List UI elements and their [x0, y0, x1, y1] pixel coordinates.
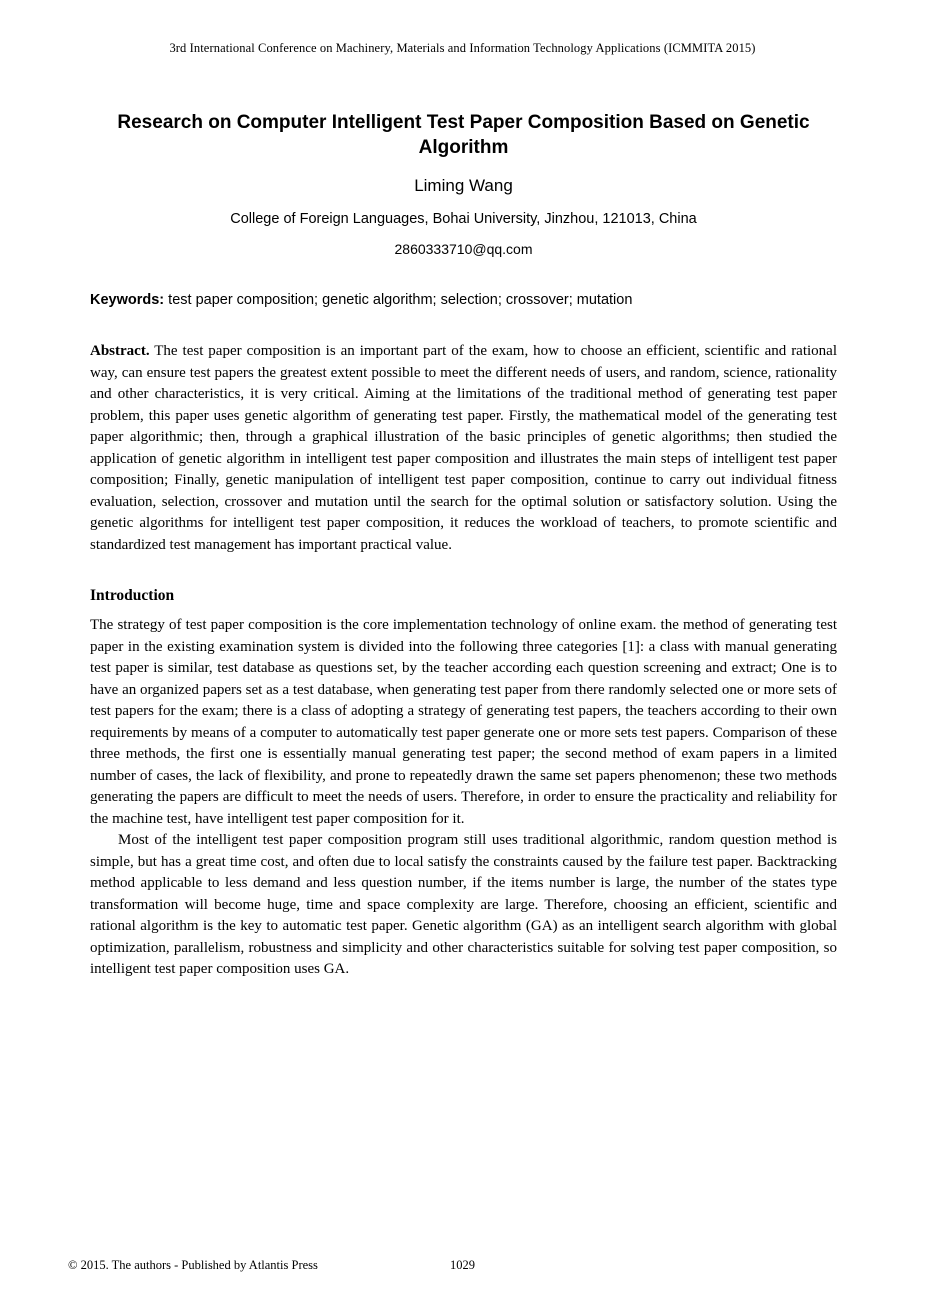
- author-name: Liming Wang: [414, 176, 513, 195]
- copyright-notice: © 2015. The authors - Published by Atlantis Press: [68, 1258, 318, 1272]
- author-affiliation: College of Foreign Languages, Bohai University, Jinzhou, 121013, China: [230, 211, 697, 227]
- abstract-text: The test paper composition is an important part of the exam, how to choose an efficient, scientific and rational way, can ensure test papers the greatest extent possible to meet the different needs of users, and random, science, rationality and other characteristics, it is very critical. Aiming at the limitations of the traditional method of generating test paper problem, this paper uses genetic algorithm of generating test paper. Firstly, the mathematical model of the generating test paper algorithmic; then, through a graphical illustration of the basic principles of genetic algorithms; then studied the application of genetic algorithm in intelligent test paper composition and illustrates the main steps of intelligent test paper composition; Finally, genetic manipulation of intelligent test paper composition, continue to carry out individual fitness evaluation, selection, crossover and mutation until the search for the optimal solution or satisfactory solution. Using the genetic algorithms for intelligent test paper composition, it reduces the workload of teachers, to promote scientific and standardized test management has important practical value.: [90, 343, 838, 553]
- keywords-text: test paper composition; genetic algorithm; selection; crossover; mutation: [168, 292, 633, 308]
- page-footer: [0, 1257, 925, 1273]
- section-heading-introduction: Introduction: [90, 587, 175, 604]
- paper-content: [90, 110, 837, 981]
- keywords-label: Keywords:: [90, 292, 165, 308]
- keywords-line: [90, 292, 837, 308]
- paper-title: Research on Computer Intelligent Test Paper Composition Based on Genetic Algorithm: [117, 112, 810, 158]
- introduction-paragraph-1: The strategy of test paper composition is the core implementation technology of online exam. the method of generating test paper in the existing examination system is divided into the following three categories [1]: a class with manual generating test paper is similar, test database as questions set, by the teacher according each question screening and extract; One is to have an organized papers set as a test database, when generating test paper from there randomly selected one or more sets of test papers for the exam; there is a class of adopting a strategy of generating test papers, the teachers according to their own requirements by means of a computer to automatically test paper generate one or more sets test papers. Comparison of these three methods, the first one is essentially manual generating test paper; the second method of exam papers in a limited number of cases, the lack of flexibility, and prone to repeatedly drawn the same set papers phenomenon; these two methods generating the papers are difficult to meet the needs of users. Therefore, in order to ensure the practicality and reliability for the machine test, have intelligent test paper composition for it.: [90, 617, 837, 827]
- author-email: 2860333710@qq.com: [394, 241, 533, 257]
- abstract-paragraph: [90, 341, 837, 556]
- running-header: 3rd International Conference on Machinery, Materials and Information Technology Applications (ICMMITA 2015): [169, 41, 756, 55]
- abstract-label: Abstract.: [90, 343, 150, 359]
- page-number: 1029: [450, 1258, 475, 1272]
- introduction-paragraph-2: Most of the intelligent test paper composition program still uses traditional algorithmic, random question method is simple, but has a great time cost, and often due to local satisfy the constraints caused by the failure test paper. Backtracking method applicable to less demand and less question number, if the items number is large, the number of the states type transformation will become huge, time and space complexity are large. Therefore, choosing an efficient, scientific and rational algorithm is the key to automatic test paper. Genetic algorithm (GA) as an intelligent search algorithm with global optimization, parallelism, robustness and simplicity and other characteristics suitable for solving test paper composition, so intelligent test paper composition uses GA.: [90, 832, 837, 977]
